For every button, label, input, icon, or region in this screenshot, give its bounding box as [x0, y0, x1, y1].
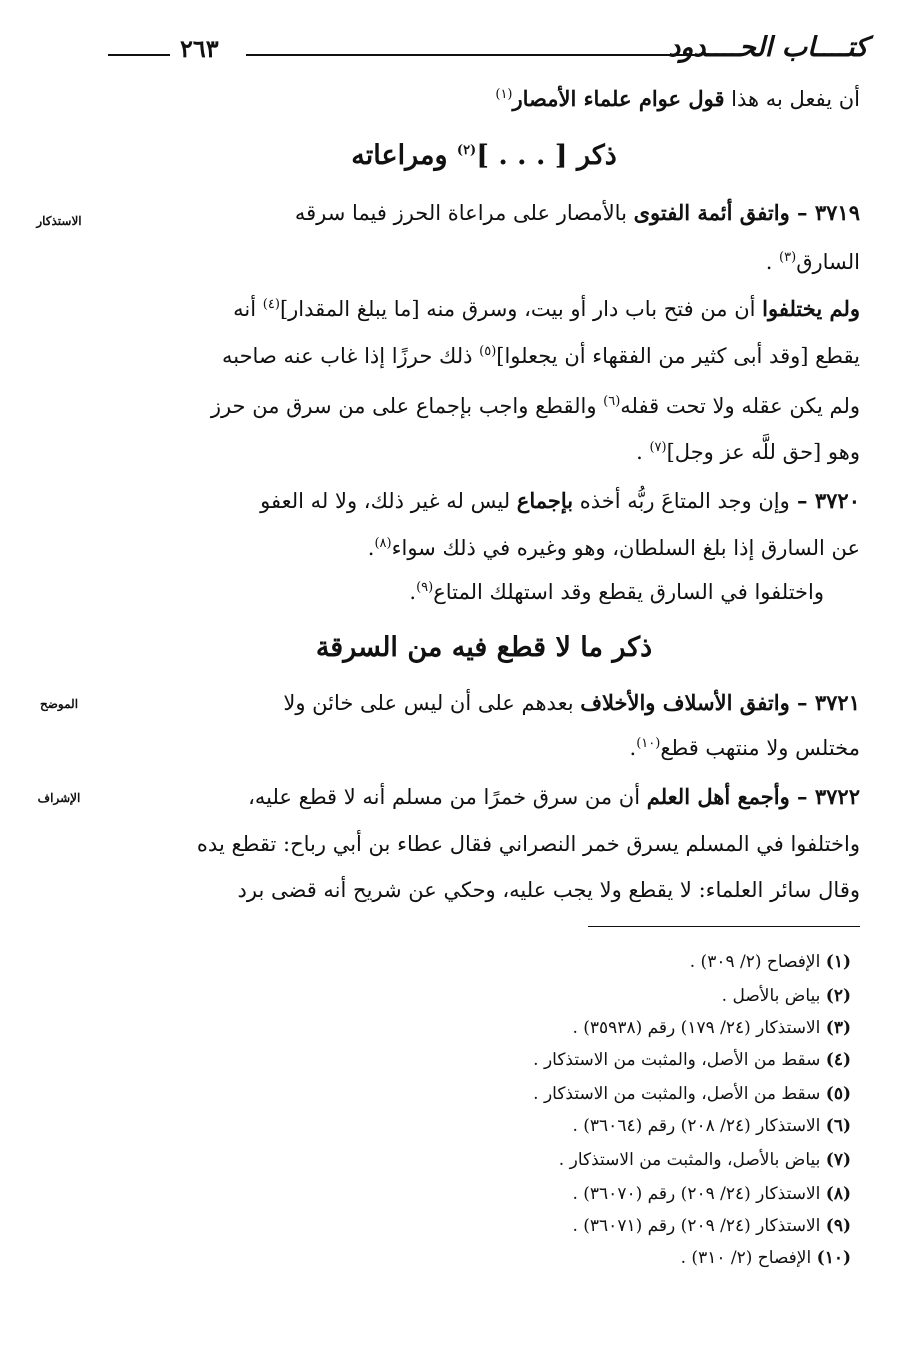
paragraph-3721: ٣٧٢١ – واتفق الأسلاف والأخلاف بعدهم على أن ليس على خائن ولا: [283, 690, 860, 715]
paragraph-3719: ٣٧١٩ – واتفق أئمة الفتوى بالأمصار على مراعاة الحرز فيما سرقه: [294, 200, 860, 225]
footnote: (٢) بياض بالأصل .: [721, 986, 851, 1006]
footnote: (١٠) الإفصاح (٢/ ٣١٠) .: [680, 1248, 851, 1268]
footnote: (١) الإفصاح (٢/ ٣٠٩) .: [689, 952, 851, 972]
book-title: كتــــاب الحــــدود: [668, 32, 868, 63]
paragraph-3720: ٣٧٢٠ – وإن وجد المتاعَ ربُّه أخذه بإجماع ليس له غير ذلك، ولا له العفو: [260, 488, 860, 513]
text-line: وقال سائر العلماء: لا يقطع ولا يجب عليه، وحكي عن شريح أنه قضى برد: [237, 878, 860, 902]
footnote: (٣) الاستذكار (٢٤/ ١٧٩) رقم (٣٥٩٣٨) .: [572, 1018, 851, 1038]
text-line: وهو [حق للَّه عز وجل]$^{(٧)}$ .: [636, 440, 860, 464]
paragraph-3722: ٣٧٢٢ – وأجمع أهل العلم أن من سرق خمرًا من مسلم أنه لا قطع عليه،: [248, 784, 860, 809]
footnote: (٦) الاستذكار (٢٤/ ٢٠٨) رقم (٣٦٠٦٤) .: [572, 1116, 851, 1136]
margin-note-istidhkar: الاستذكار: [36, 214, 82, 228]
text-line: ولم يختلفوا أن من فتح باب دار أو بيت، وسرق منه [ما يبلغ المقدار]$^{(٤)}$ أنه: [233, 296, 860, 321]
text-line: السارق$^{(٣)}$ .: [765, 250, 860, 274]
text-line: ولم يكن عقله ولا تحت قفله$^{(٦)}$ والقطع واجب بإجماع على من سرق من حرز: [210, 394, 860, 418]
page-number: ٢٦٣: [180, 34, 219, 63]
footnote: (٤) سقط من الأصل، والمثبت من الاستذكار .: [533, 1050, 851, 1070]
footnote: (٩) الاستذكار (٢٤/ ٢٠٩) رقم (٣٦٠٧١) .: [572, 1216, 851, 1236]
footnote-rule: [588, 926, 860, 927]
text-line: يقطع [وقد أبى كثير من الفقهاء أن يجعلوا]$^{(٥)}$ ذلك حرزًا إذا غاب عنه صاحبه: [221, 344, 860, 368]
footnote: (٧) بياض بالأصل، والمثبت من الاستذكار .: [558, 1150, 851, 1170]
section-heading: ذكر ما لا قطع فيه من السرقة: [315, 632, 653, 663]
margin-note-ishraf: الإشراف: [37, 791, 81, 805]
text-line: عن السارق إذا بلغ السلطان، وهو وغيره في ذلك سواء$^{(٨)}$.: [367, 536, 860, 560]
main-text: [108, 0, 860, 930]
text-line: واختلفوا في المسلم يسرق خمر النصراني فقال عطاء بن أبي رباح: تقطع يده: [196, 832, 860, 856]
section-heading: ذكر [ . . . ]$^{(٢)}$ ومراعاته: [351, 140, 617, 171]
footnote: (٥) سقط من الأصل، والمثبت من الاستذكار .: [533, 1084, 851, 1104]
footnote: (٨) الاستذكار (٢٤/ ٢٠٩) رقم (٣٦٠٧٠) .: [572, 1184, 851, 1204]
margin-note-mawdih: الموضح: [39, 697, 79, 711]
text-line: أن يفعل به هذا قول عوام علماء الأمصار$^{(١)}$: [495, 86, 860, 111]
text-line: مختلس ولا منتهب قطع$^{(١٠)}$.: [629, 736, 860, 760]
text-line: واختلفوا في السارق يقطع وقد استهلك المتاع$^{(٩)}$.: [409, 580, 824, 604]
